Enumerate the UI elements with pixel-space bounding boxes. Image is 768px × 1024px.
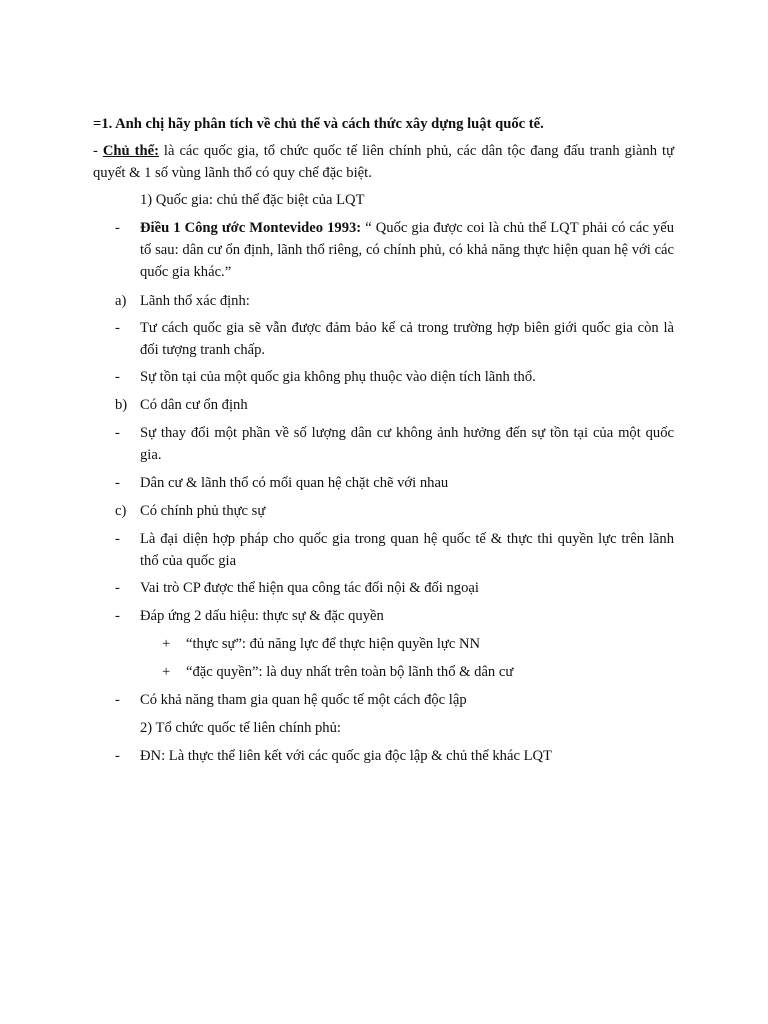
criterion-d-item: Có khả năng tham gia quan hệ quốc tế một cách độc lập: [140, 692, 467, 708]
bullet-dash: -: [115, 320, 120, 336]
convention-text: [140, 217, 674, 283]
sub-bullet-plus: +: [162, 664, 171, 680]
criterion-b-title: Có dân cư ổn định: [140, 397, 248, 413]
subjects-label: Chủ thể:: [102, 143, 159, 159]
section1-title: 1) Quốc gia: chủ thể đặc biệt của LQT: [140, 192, 365, 208]
intro-dash: -: [93, 143, 103, 159]
sub-item: “thực sự”: đủ năng lực để thực hiện quyền lực NN: [186, 636, 481, 652]
subjects-definition: [93, 140, 674, 184]
bullet-dash: -: [115, 692, 120, 708]
bullet-dash: -: [115, 608, 120, 624]
criterion-a-item: Tư cách quốc gia sẽ vẫn được đảm bảo kể cả trong trường hợp biên giới quốc gia còn là đối tượng tranh chấp.: [140, 320, 674, 358]
criterion-b-item: Dân cư & lãnh thổ có mối quan hệ chặt chẽ với nhau: [140, 475, 449, 491]
subjects-text: là các quốc gia, tổ chức quốc tế liên chính phủ, các dân tộc đang đấu tranh giành tự quyết & 1 số vùng lãnh thổ có quy chế đặc biệt.: [93, 143, 674, 181]
marker-b: b): [115, 397, 128, 413]
marker-a: a): [115, 293, 127, 309]
criterion-a-title: Lãnh thổ xác định:: [140, 293, 250, 309]
criterion-b-item: Sự thay đổi một phần về số lượng dân cư không ảnh hưởng đến sự tồn tại của một quốc gia.: [140, 425, 674, 463]
convention-label: Điều 1 Công ước Montevideo 1993:: [140, 220, 362, 236]
bullet-dash: -: [115, 425, 120, 441]
criterion-c-item: Vai trò CP được thể hiện qua công tác đối nội & đối ngoại: [140, 580, 479, 596]
bullet-dash: -: [115, 748, 120, 764]
sub-bullet-plus: +: [162, 636, 171, 652]
criterion-c-item: Đáp ứng 2 dấu hiệu: thực sự & đặc quyền: [140, 608, 384, 624]
bullet-dash: -: [115, 475, 120, 491]
bullet-dash: -: [115, 580, 120, 596]
section2-title: 2) Tổ chức quốc tế liên chính phủ:: [140, 720, 341, 736]
bullet-dash: -: [115, 531, 120, 547]
bullet-dash: -: [115, 220, 120, 236]
criterion-c-title: Có chính phủ thực sự: [140, 503, 266, 519]
criterion-a-item: Sự tồn tại của một quốc gia không phụ thuộc vào diện tích lãnh thổ.: [140, 369, 536, 385]
bullet-dash: -: [115, 369, 120, 385]
section2-item: ĐN: Là thực thể liên kết với các quốc gia độc lập & chủ thể khác LQT: [140, 748, 552, 764]
marker-c: c): [115, 503, 127, 519]
sub-item: “đặc quyền”: là duy nhất trên toàn bộ lãnh thổ & dân cư: [186, 664, 514, 680]
criterion-c-item: Là đại diện hợp pháp cho quốc gia trong quan hệ quốc tế & thực thi quyền lực trên lãnh thổ của quốc gia: [140, 531, 674, 569]
question-heading: =1. Anh chị hãy phân tích về chủ thể và cách thức xây dựng luật quốc tế.: [93, 116, 544, 132]
convention-quote: “ Quốc gia được coi là chủ thể LQT phải có các yếu tố sau: dân cư ổn định, lãnh thổ riêng, có chính phủ, có khả năng thực hiện quan hệ với các quốc gia khác.”: [140, 220, 674, 280]
